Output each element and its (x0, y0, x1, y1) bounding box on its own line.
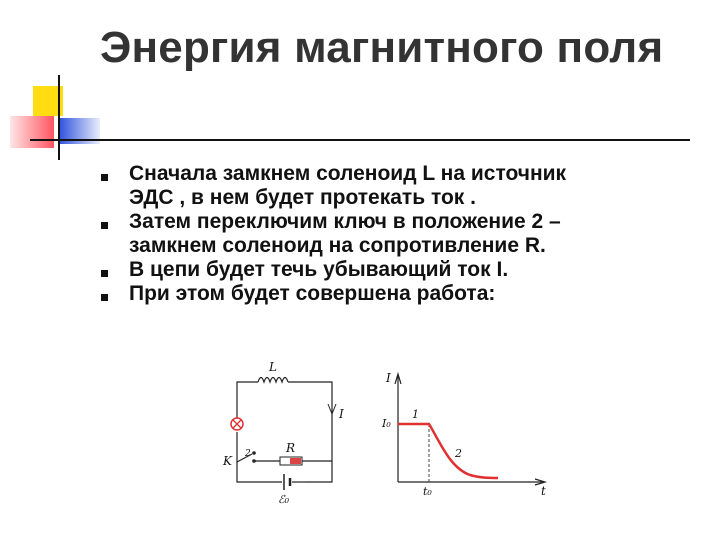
x-axis-label: t (541, 484, 546, 498)
switch-position-label: 2 (245, 449, 251, 459)
bullet-line: При этом будет совершена работа: (129, 282, 496, 305)
segment-2-label: 2 (455, 447, 462, 460)
switch-contact (252, 459, 256, 463)
bullet-marker (101, 294, 108, 301)
bullet-list (0, 162, 566, 306)
inductor-label: L (269, 360, 277, 374)
resistor-label: R (286, 441, 296, 455)
title-divider (30, 139, 690, 141)
bullet-line: ЭДС , в нем будет протекать ток . (129, 186, 476, 209)
resistor-fill (290, 458, 301, 464)
bullet-item (0, 258, 566, 282)
bullet-marker (101, 174, 108, 181)
bullet-marker (101, 222, 108, 229)
bullet-line: Затем переключим ключ в положение 2 – (129, 210, 561, 233)
bullet-marker (101, 270, 108, 277)
current-label: I (339, 407, 344, 421)
bullet-item (0, 210, 566, 258)
bullet-item (0, 282, 566, 306)
bullet-line: Сначала замкнем соленоид L на источник (129, 162, 567, 185)
circuit-diagram (210, 352, 355, 507)
bullet-line: замкнем соленоид на сопротивление R. (129, 234, 546, 257)
bullet-line: В цепи будет течь убывающий ток I. (129, 258, 509, 281)
deco-red-square (10, 116, 54, 148)
current-time-graph (360, 364, 560, 509)
emf-label: ℰ₀ (278, 493, 290, 506)
i0-tick-label: I₀ (382, 417, 391, 430)
top-wire-left (237, 382, 258, 424)
segment-1-label: 1 (412, 408, 419, 421)
current-curve (398, 424, 498, 478)
battery-wire-left (237, 462, 282, 482)
top-wire-right (288, 382, 332, 482)
y-axis-label: I (386, 371, 391, 385)
bullet-item (0, 162, 566, 210)
switch-label: K (223, 454, 232, 468)
switch-contact (252, 451, 256, 455)
page-title: Энергия магнитного поля (100, 23, 664, 72)
decorative-corner-squares (0, 0, 110, 170)
inductor-coil (258, 378, 288, 383)
t0-tick-label: t₀ (423, 485, 432, 498)
